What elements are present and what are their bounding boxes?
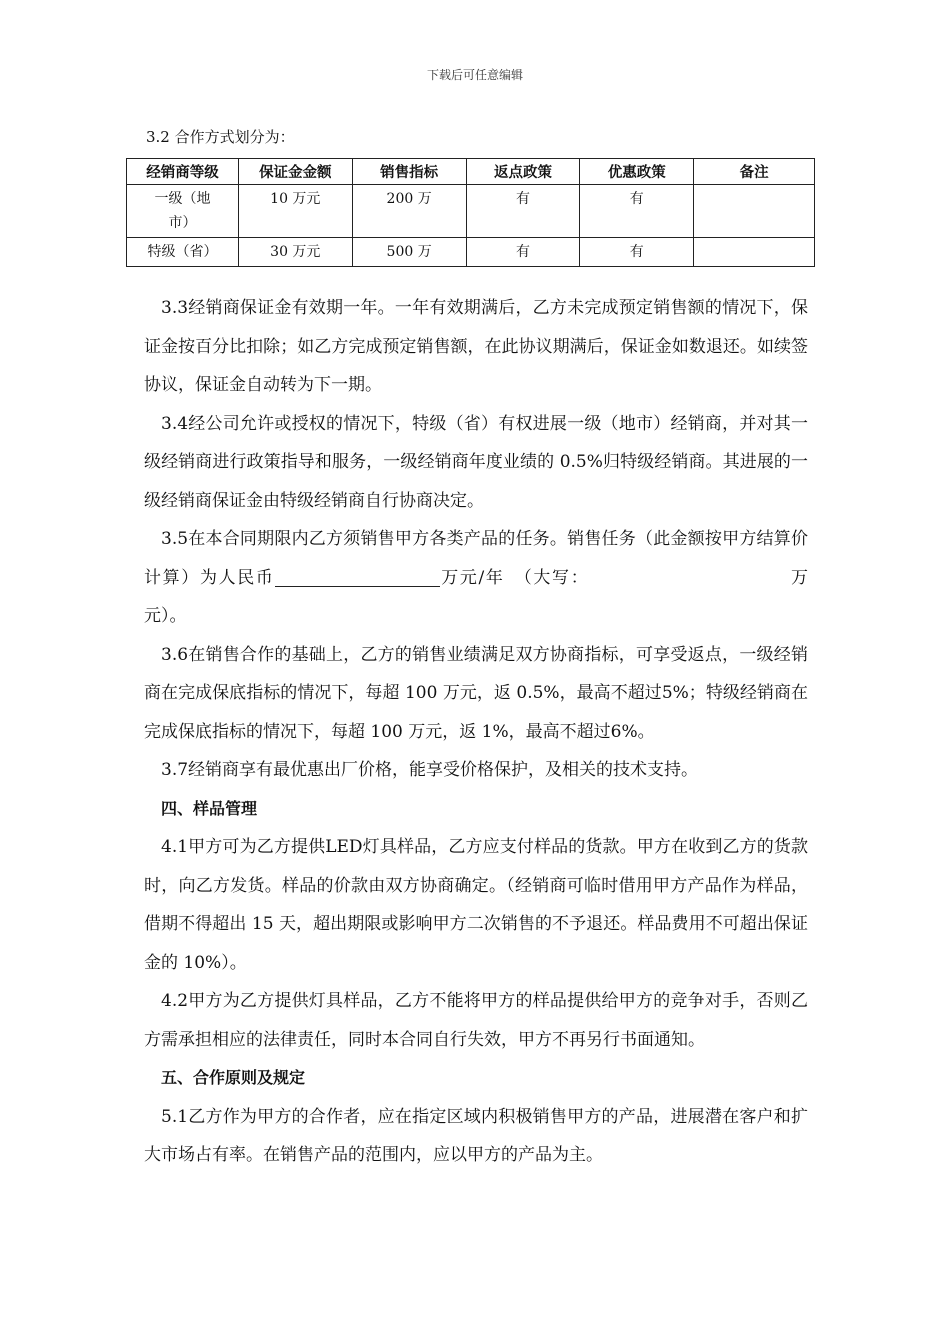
table-header: 经销商等级 (127, 159, 239, 185)
table-cell: 500 万 (352, 238, 466, 267)
table-cell: 10 万元 (238, 185, 352, 238)
clause-3-4: 3.4经公司允许或授权的情况下，特级（省）有权进展一级（地市）经销商，并对其一级经销商进行政策指导和服务，一级经销商年度业绩的 0.5%归特级经销商。其进展的一级经销商保证金由特级经销商自行协商决定。 (144, 413, 808, 511)
table-cell: 一级（地市） (127, 185, 239, 238)
table-cell: 有 (466, 238, 580, 267)
clause-3-5-end: 万元）。 (144, 567, 808, 626)
clause-3-5 (144, 520, 808, 636)
table-header: 保证金金额 (238, 159, 352, 185)
table-header: 销售指标 (352, 159, 466, 185)
table-cell: 有 (580, 185, 694, 238)
table-row (127, 185, 815, 238)
clause-3-7: 3.7经销商享有最优惠出厂价格，能享受价格保护，及相关的技术支持。 (161, 760, 699, 780)
page-header: 下载后可任意编辑 (426, 68, 523, 82)
table-cell: 有 (580, 238, 694, 267)
section-heading-5: 五、合作原则及规定 (161, 1068, 306, 1087)
section-heading-4: 四、样品管理 (161, 798, 258, 818)
clause-3-3: 3.3经销商保证金有效期一年。一年有效期满后，乙方未完成预定销售额的情况下，保证金按百分比扣除；如乙方完成预定销售额，在此协议期满后，保证金如数退还。如续签协议，保证金自动转为下一期。 (144, 298, 808, 395)
clause-4-1: 4.1甲方可为乙方提供LED灯具样品，乙方应支付样品的货款。甲方在收到乙方的货款时，向乙方发货。样品的价款由双方协商确定。（经销商可临时借用甲方产品作为样品，借期不得超出 15 天，超出期限或影响甲方二次销售的不予退还。样品费用不可超出保证金的 10%）。 (144, 837, 808, 973)
contract-body (144, 289, 808, 1175)
clause-3-6: 3.6在销售合作的基础上，乙方的销售业绩满足双方协商指标，可享受返点，一级经销商在完成保底指标的情况下，每超 100 万元，返 0.5%，最高不超过5%；特级经销商在完成保底指标的情况下，每超 100 万元，返 1%，最高不超过6%。 (144, 644, 808, 742)
table-header: 备注 (694, 159, 815, 185)
clause-3-5-text: 3.5在本合同期限内乙方须销售甲方各类产品的任务。销售任务（此金额按甲方结算价计算）为人民币 (144, 529, 808, 588)
clause-4-2: 4.2甲方为乙方提供灯具样品，乙方不能将甲方的样品提供给甲方的竞争对手，否则乙方需承担相应的法律责任，同时本合同自行失效，甲方不再另行书面通知。 (144, 991, 808, 1050)
table-cell: 200 万 (352, 185, 466, 238)
table-header-row (127, 159, 815, 185)
table-header: 返点政策 (466, 159, 580, 185)
cooperation-intro: 3.2 合作方式划分为： (146, 128, 295, 146)
clause-3-5-unit: 万元/年 （大写： (439, 567, 590, 588)
table-header: 优惠政策 (580, 159, 694, 185)
dealer-level-table (126, 158, 815, 267)
table-cell (694, 185, 815, 238)
clause-5-1: 5.1乙方作为甲方的合作者，应在指定区域内积极销售甲方的产品，进展潜在客户和扩大市场占有率。在销售产品的范围内，应以甲方的产品为主。 (144, 1106, 808, 1165)
table-cell: 特级（省） (127, 238, 239, 267)
table-cell: 有 (466, 185, 580, 238)
table-cell: 30 万元 (238, 238, 352, 267)
table-row (127, 238, 815, 267)
amount-blank-line (275, 566, 440, 587)
table-cell (694, 238, 815, 267)
